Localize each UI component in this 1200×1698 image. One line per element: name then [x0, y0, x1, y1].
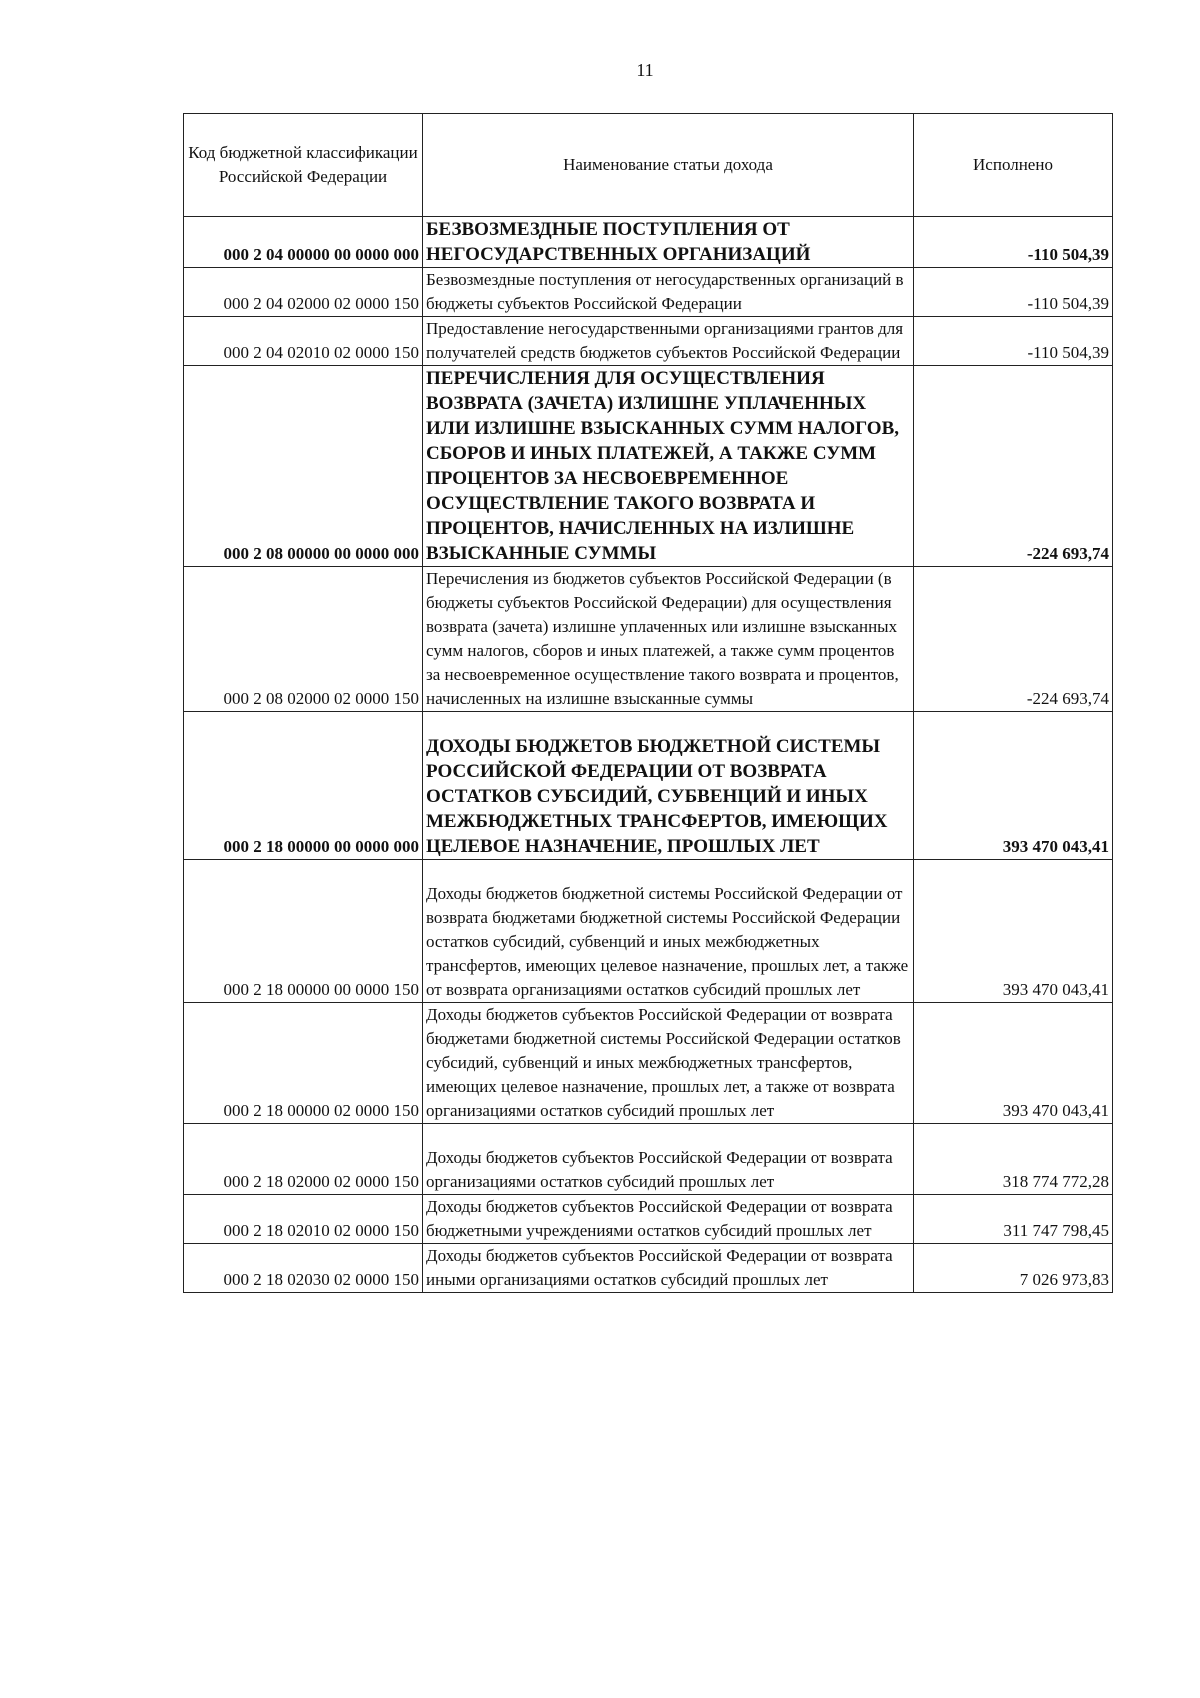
row-amount: 318 774 772,28	[914, 1124, 1113, 1195]
row-amount: -110 504,39	[914, 317, 1113, 366]
table-row	[184, 268, 1113, 317]
row-amount: -110 504,39	[914, 268, 1113, 317]
table-row	[184, 1195, 1113, 1244]
row-code: 000 2 04 02000 02 0000 150	[184, 268, 423, 317]
row-amount: -224 693,74	[914, 567, 1113, 712]
table-row	[184, 567, 1113, 712]
row-name: БЕЗВОЗМЕЗДНЫЕ ПОСТУПЛЕНИЯ ОТ НЕГОСУДАРСТВЕННЫХ ОРГАНИЗАЦИЙ	[423, 217, 914, 268]
row-code: 000 2 08 02000 02 0000 150	[184, 567, 423, 712]
table-row	[184, 317, 1113, 366]
table-row	[184, 712, 1113, 860]
table-row	[184, 1124, 1113, 1195]
table-row	[184, 1003, 1113, 1124]
row-amount: 393 470 043,41	[914, 1003, 1113, 1124]
row-code: 000 2 18 02030 02 0000 150	[184, 1244, 423, 1293]
row-name: Доходы бюджетов субъектов Российской Федерации от возврата организациями остатков субсидий прошлых лет	[423, 1124, 914, 1195]
row-amount: 393 470 043,41	[914, 712, 1113, 860]
row-amount: 7 026 973,83	[914, 1244, 1113, 1293]
row-code: 000 2 18 00000 00 0000 150	[184, 860, 423, 1003]
table-row	[184, 217, 1113, 268]
table-row	[184, 1244, 1113, 1293]
row-amount: -110 504,39	[914, 217, 1113, 268]
row-code: 000 2 18 02010 02 0000 150	[184, 1195, 423, 1244]
row-code: 000 2 18 00000 02 0000 150	[184, 1003, 423, 1124]
row-name: Доходы бюджетов субъектов Российской Федерации от возврата иными организациями остатков субсидий прошлых лет	[423, 1244, 914, 1293]
header-name: Наименование статьи дохода	[423, 114, 914, 217]
row-name: Доходы бюджетов субъектов Российской Федерации от возврата бюджетными учреждениями остатков субсидий прошлых лет	[423, 1195, 914, 1244]
row-name: ДОХОДЫ БЮДЖЕТОВ БЮДЖЕТНОЙ СИСТЕМЫ РОССИЙСКОЙ ФЕДЕРАЦИИ ОТ ВОЗВРАТА ОСТАТКОВ СУБСИДИЙ, СУБВЕНЦИЙ И ИНЫХ МЕЖБЮДЖЕТНЫХ ТРАНСФЕРТОВ, ИМЕЮЩИХ ЦЕЛЕВОЕ НАЗНАЧЕНИЕ, ПРОШЛЫХ ЛЕТ	[423, 712, 914, 860]
row-name: Безвозмездные поступления от негосударственных организаций в бюджеты субъектов Российской Федерации	[423, 268, 914, 317]
header-amount: Исполнено	[914, 114, 1113, 217]
table-row	[184, 366, 1113, 567]
header-code: Код бюджетной классификации Российской Федерации	[184, 114, 423, 217]
row-name: Предоставление негосударственными организациями грантов для получателей средств бюджетов субъектов Российской Федерации	[423, 317, 914, 366]
row-name: Доходы бюджетов субъектов Российской Федерации от возврата бюджетами бюджетной системы Российской Федерации остатков субсидий, субвенций и иных межбюджетных трансфертов, имеющих целевое назначение, прошлых лет, а также от возврата организациями остатков субсидий прошлых лет	[423, 1003, 914, 1124]
row-amount: 311 747 798,45	[914, 1195, 1113, 1244]
row-amount: -224 693,74	[914, 366, 1113, 567]
page-number: 11	[636, 60, 654, 80]
table-row	[184, 860, 1113, 1003]
budget-income-table	[183, 113, 1113, 1293]
row-code: 000 2 04 00000 00 0000 000	[184, 217, 423, 268]
row-code: 000 2 18 00000 00 0000 000	[184, 712, 423, 860]
row-code: 000 2 18 02000 02 0000 150	[184, 1124, 423, 1195]
row-name: ПЕРЕЧИСЛЕНИЯ ДЛЯ ОСУЩЕСТВЛЕНИЯ ВОЗВРАТА (ЗАЧЕТА) ИЗЛИШНЕ УПЛАЧЕННЫХ ИЛИ ИЗЛИШНЕ ВЗЫСКАННЫХ СУММ НАЛОГОВ, СБОРОВ И ИНЫХ ПЛАТЕЖЕЙ, А ТАКЖЕ СУММ ПРОЦЕНТОВ ЗА НЕСВОЕВРЕМЕННОЕ ОСУЩЕСТВЛЕНИЕ ТАКОГО ВОЗВРАТА И ПРОЦЕНТОВ, НАЧИСЛЕННЫХ НА ИЗЛИШНЕ ВЗЫСКАННЫЕ СУММЫ	[423, 366, 914, 567]
row-code: 000 2 08 00000 00 0000 000	[184, 366, 423, 567]
row-name: Доходы бюджетов бюджетной системы Российской Федерации от возврата бюджетами бюджетной системы Российской Федерации остатков субсидий, субвенций и иных межбюджетных трансфертов, имеющих целевое назначение, прошлых лет, а также от возврата организациями остатков субсидий прошлых лет	[423, 860, 914, 1003]
row-name: Перечисления из бюджетов субъектов Российской Федерации (в бюджеты субъектов Российской Федерации) для осуществления возврата (зачета) излишне уплаченных или излишне взысканных сумм налогов, сборов и иных платежей, а также сумм процентов за несвоевременное осуществление такого возврата и процентов, начисленных на излишне взысканные суммы	[423, 567, 914, 712]
row-amount: 393 470 043,41	[914, 860, 1113, 1003]
table-header-row	[184, 114, 1113, 217]
row-code: 000 2 04 02010 02 0000 150	[184, 317, 423, 366]
